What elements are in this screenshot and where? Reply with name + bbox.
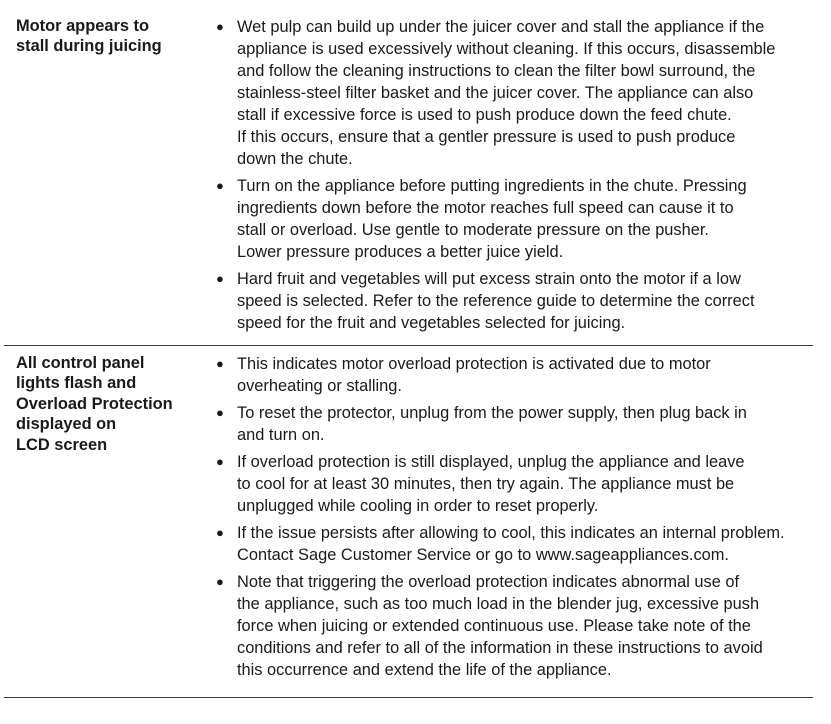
solution-text: If the issue persists after allowing to cool, this indicates an internal problem. Contact Sage Customer Service or go to www.sageappliances.com. [237, 524, 785, 564]
table-row [4, 346, 813, 698]
bullet-icon: ● [216, 19, 224, 34]
solution-item [216, 268, 813, 334]
solution-item [216, 353, 813, 397]
bullet-icon: ● [216, 356, 224, 371]
solution-list [216, 9, 813, 345]
solution-list [216, 346, 813, 697]
table-row [4, 9, 813, 346]
solution-item [216, 522, 813, 566]
bullet-icon: ● [216, 178, 224, 193]
solution-item [216, 402, 813, 446]
solution-item [216, 175, 813, 263]
solution-text: Turn on the appliance before putting ingredients in the chute. Pressing ingredients down before the motor reaches full speed can cause it to stall or overload. Use gentle to moderate pressure on the pusher. Lower pressure produces a better juice yield. [237, 177, 747, 261]
bullet-icon: ● [216, 271, 224, 286]
troubleshooting-table [4, 9, 813, 698]
solution-text: Wet pulp can build up under the juicer cover and stall the appliance if the appliance is used excessively without cleaning. If this occurs, disassemble and follow the cleaning instructions to clean the filter bowl surround, the stainless-steel filter basket and the juicer cover. The appliance can also stall if excessive force is used to push produce down the feed chute. If this occurs, ensure that a gentler pressure is used to push produce down the chute. [237, 18, 776, 168]
solution-text: This indicates motor overload protection is activated due to motor overheating or stalling. [237, 355, 711, 395]
solution-text: Note that triggering the overload protection indicates abnormal use of the appliance, such as too much load in the blender jug, excessive push force when juicing or extended continuous use. Please take note of the conditions and refer to all of the information in these instructions to avoid this occurrence and extend the life of the appliance. [237, 573, 763, 679]
solution-text: If overload protection is still displayed, unplug the appliance and leave to cool for at least 30 minutes, then try again. The appliance must be unplugged while cooling in order to reset properly. [237, 453, 745, 515]
solution-item [216, 451, 813, 517]
solution-text: Hard fruit and vegetables will put excess strain onto the motor if a low speed is selected. Refer to the reference guide to determine the correct speed for the fruit and vegetables selected for juicing. [237, 270, 755, 332]
bullet-icon: ● [216, 574, 224, 589]
bullet-icon: ● [216, 454, 224, 469]
problem-cell: All control panel lights flash and Overload Protection displayed on LCD screen [16, 354, 173, 454]
solution-item [216, 16, 813, 170]
bullet-icon: ● [216, 525, 224, 540]
problem-cell: Motor appears to stall during juicing [16, 17, 162, 56]
solution-text: To reset the protector, unplug from the power supply, then plug back in and turn on. [237, 404, 747, 444]
solution-item [216, 571, 813, 681]
bullet-icon: ● [216, 405, 224, 420]
